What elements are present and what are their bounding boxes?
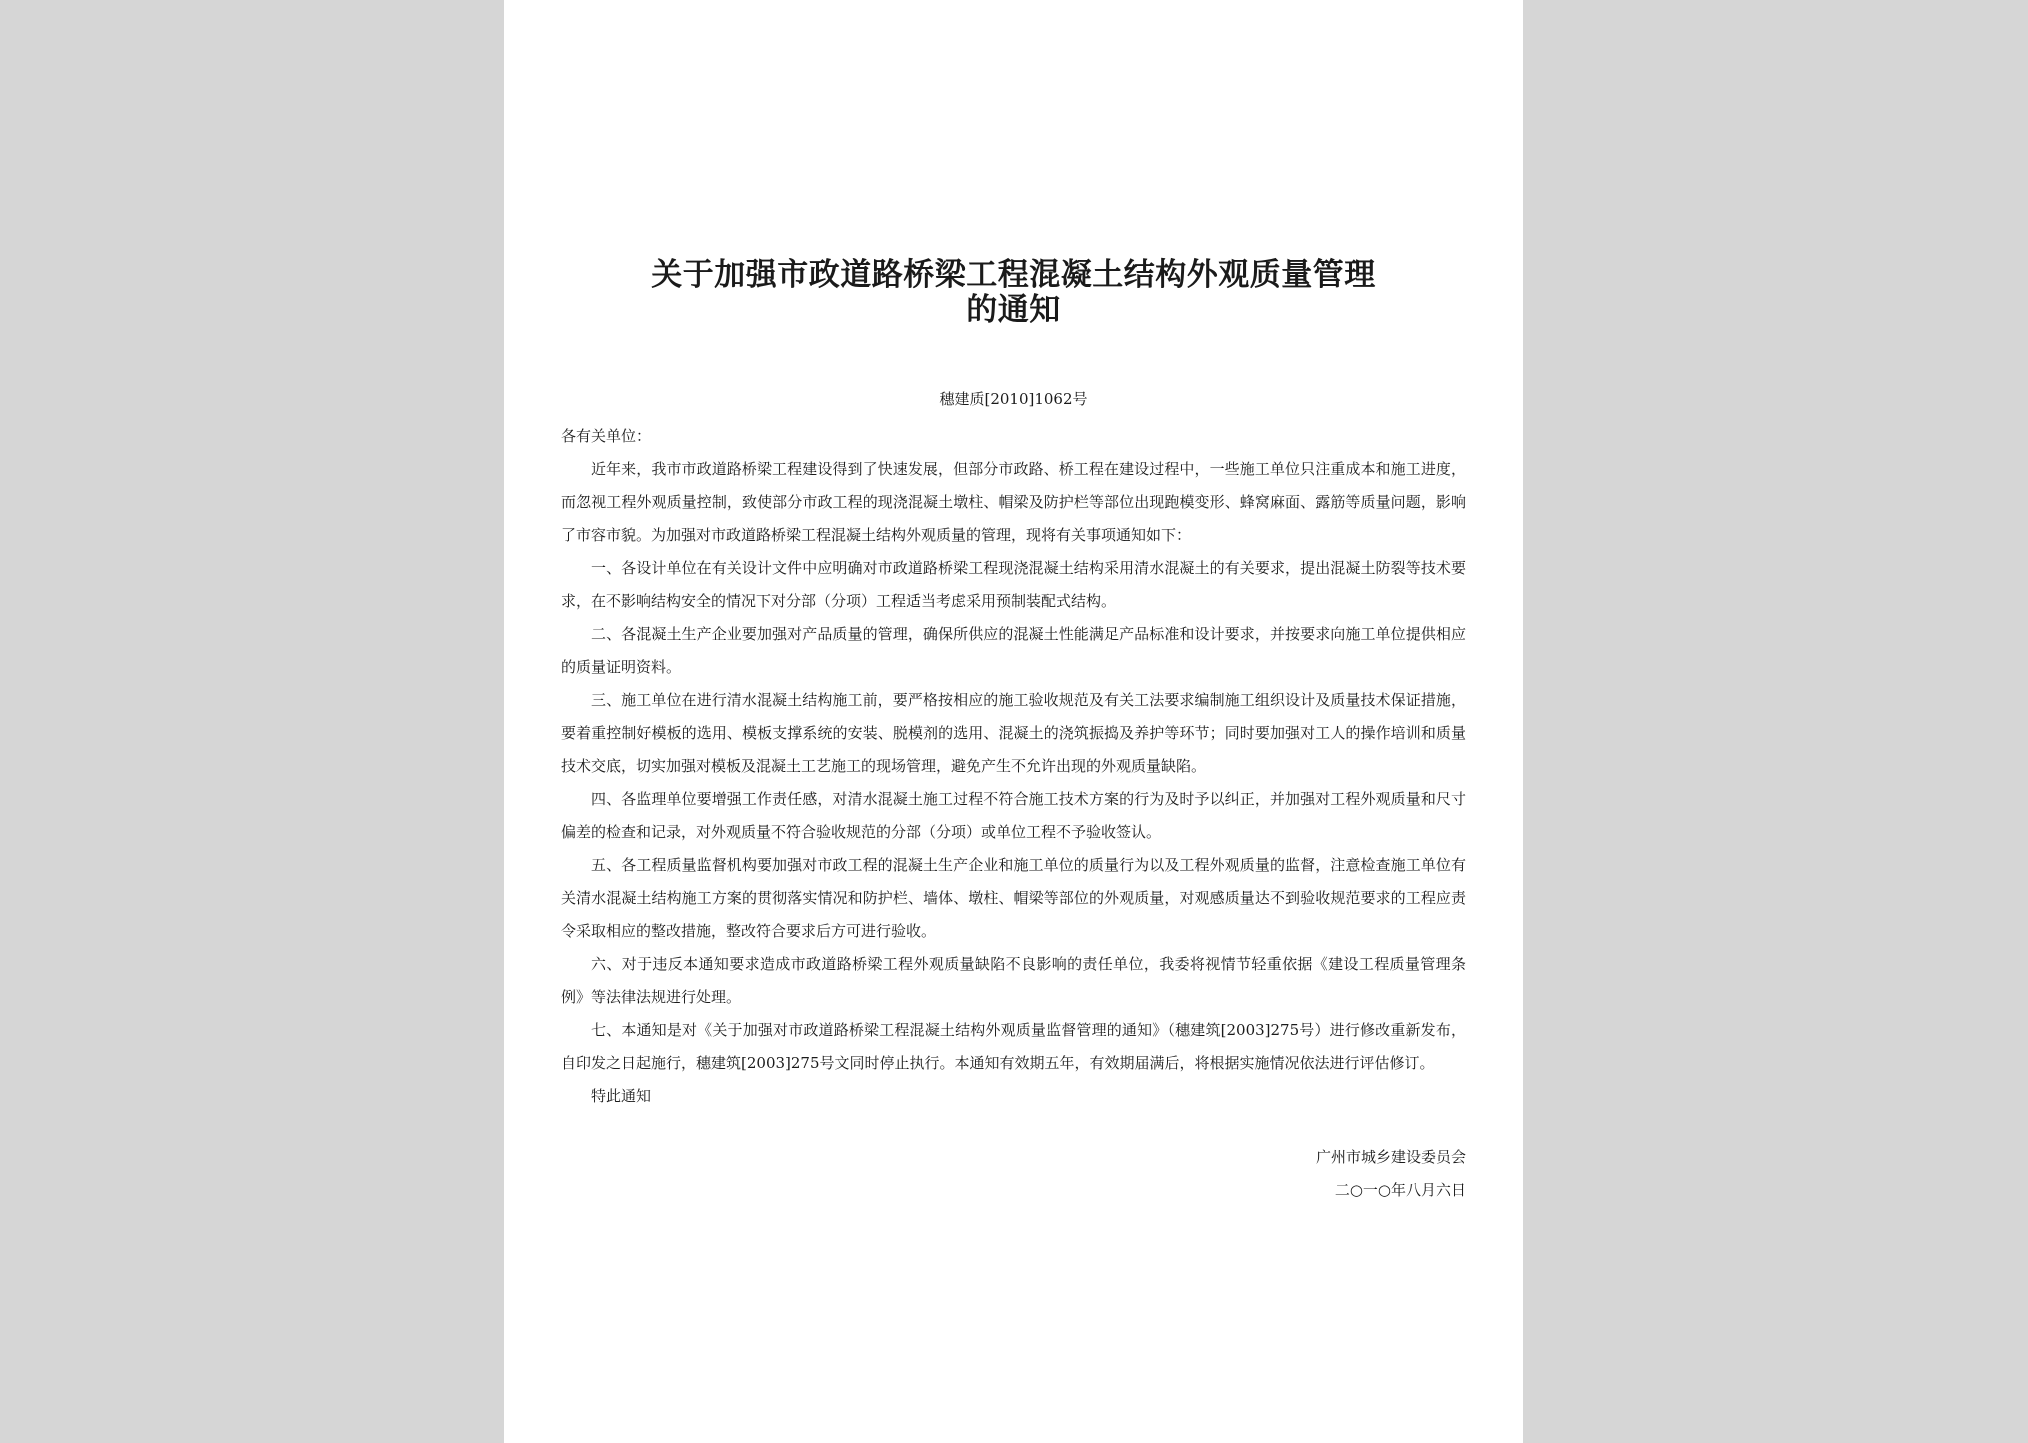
paragraph-item-1: 一、各设计单位在有关设计文件中应明确对市政道路桥梁工程现浇混凝土结构采用清水混凝土的有关要求，提出混凝土防裂等技术要求，在不影响结构安全的情况下对分部（分项）工程适当考虑采用预制装配式结构。 [561,559,1466,610]
closing-phrase: 特此通知 [591,1087,652,1105]
issue-date: 二○一○年八月六日 [1334,1181,1466,1199]
paragraph-item-2: 二、各混凝土生产企业要加强对产品质量的管理，确保所供应的混凝土性能满足产品标准和设计要求，并按要求向施工单位提供相应的质量证明资料。 [561,625,1466,676]
signature-block [1316,1141,1466,1207]
paragraph-item-7: 七、本通知是对《关于加强对市政道路桥梁工程混凝土结构外观质量监督管理的通知》（穗建筑[2003]275号）进行修改重新发布，自印发之日起施行，穗建筑[2003]275号文同时停止执行。本通知有效期五年，有效期届满后，将根据实施情况依法进行评估修订。 [561,1021,1466,1072]
document-body [561,420,1466,1113]
title-line-1: 关于加强市政道路桥梁工程混凝土结构外观质量管理 [651,257,1376,293]
document-title [504,258,1523,328]
paragraph-item-5: 五、各工程质量监督机构要加强对市政工程的混凝土生产企业和施工单位的质量行为以及工程外观质量的监督，注意检查施工单位有关清水混凝土结构施工方案的贯彻落实情况和防护栏、墙体、墩柱、帽梁等部位的外观质量，对观感质量达不到验收规范要求的工程应责令采取相应的整改措施，整改符合要求后方可进行验收。 [561,856,1466,940]
document-page [504,0,1523,1443]
paragraph-intro: 近年来，我市市政道路桥梁工程建设得到了快速发展，但部分市政路、桥工程在建设过程中，一些施工单位只注重成本和施工进度，而忽视工程外观质量控制，致使部分市政工程的现浇混凝土墩柱、帽梁及防护栏等部位出现跑模变形、蜂窝麻面、露筋等质量问题，影响了市容市貌。为加强对市政道路桥梁工程混凝土结构外观质量的管理，现将有关事项通知如下： [561,460,1466,544]
paragraph-item-6: 六、对于违反本通知要求造成市政道路桥梁工程外观质量缺陷不良影响的责任单位，我委将视情节轻重依据《建设工程质量管理条例》等法律法规进行处理。 [561,955,1466,1006]
salutation: 各有关单位： [561,427,652,445]
issuer-name: 广州市城乡建设委员会 [1315,1148,1466,1166]
paragraph-item-3: 三、施工单位在进行清水混凝土结构施工前，要严格按相应的施工验收规范及有关工法要求编制施工组织设计及质量技术保证措施，要着重控制好模板的选用、模板支撑系统的安装、脱模剂的选用、混凝土的浇筑振捣及养护等环节；同时要加强对工人的操作培训和质量技术交底，切实加强对模板及混凝土工艺施工的现场管理，避免产生不允许出现的外观质量缺陷。 [561,691,1466,775]
document-number: 穗建质[2010]1062号 [939,390,1088,408]
title-line-2: 的通知 [966,292,1061,328]
paragraph-item-4: 四、各监理单位要增强工作责任感，对清水混凝土施工过程不符合施工技术方案的行为及时予以纠正，并加强对工程外观质量和尺寸偏差的检查和记录，对外观质量不符合验收规范的分部（分项）或单位工程不予验收签认。 [561,790,1466,841]
